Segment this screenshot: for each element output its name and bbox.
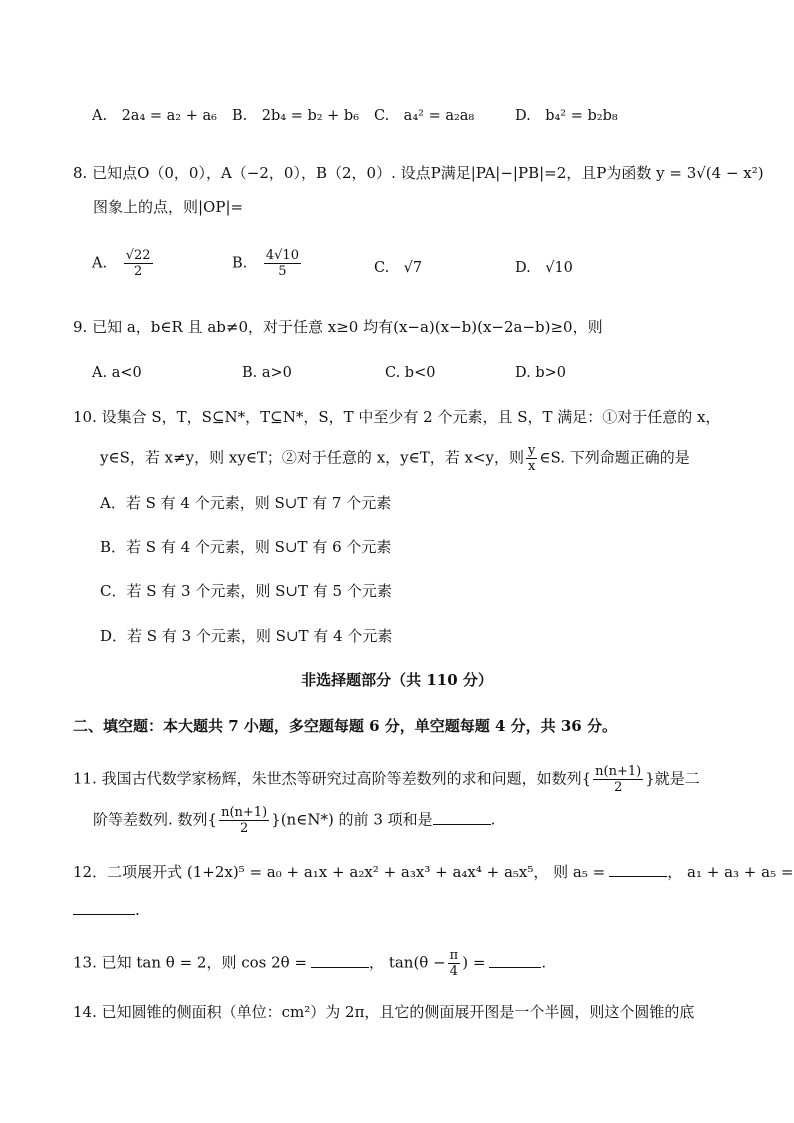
q11-line2-mid: }(n∈N*) 的前 3 项和是 <box>271 810 433 829</box>
q13-fraction-num: π <box>449 948 459 963</box>
q10-line2-post: ∈S. 下列命题正确的是 <box>539 448 690 467</box>
q11-line1-post: }就是二 <box>645 769 700 788</box>
q8-option-a-numerator: √22 <box>125 248 151 263</box>
q11-stem-line1 <box>73 764 700 795</box>
q10-line2-pre: y∈S，若 x≠y，则 xy∈T；②对于任意的 x，y∈T，若 x<y，则 <box>100 448 525 467</box>
q7-option-d-text: D. b₄² = b₂b₈ <box>515 108 618 124</box>
q9-option-b: B. a>0 <box>242 365 292 381</box>
q9-option-c: C. b<0 <box>385 365 436 381</box>
q7-option-d <box>515 106 618 126</box>
q12-answer-blank-1[interactable] <box>609 876 667 877</box>
section-title: 非选择题部分（共 110 分） <box>301 671 493 689</box>
q9-option-a: A. a<0 <box>92 365 142 381</box>
q7-option-b-text: B. 2b₄ = b₂ + b₆ <box>232 108 360 124</box>
q10-fraction-num: y <box>528 443 536 458</box>
q13-fraction <box>448 948 461 979</box>
q12-line1-tail: ， a₁ + a₃ + a₅ = <box>667 863 794 881</box>
q11-fraction-2-den: 2 <box>239 821 249 836</box>
q11-stem-line2 <box>93 805 495 836</box>
q12-stem-line2 <box>73 900 140 920</box>
q10-option-a: A．若 S 有 4 个元素，则 S∪T 有 7 个元素 <box>100 494 392 512</box>
q11-fraction-1-num: n(n+1) <box>595 764 642 779</box>
q7-option-c <box>374 106 474 126</box>
q11-answer-blank[interactable] <box>433 824 491 825</box>
q12-line1-text: 12．二项展开式 (1+2x)⁵ = a₀ + a₁x + a₂x² + a₃x³ + a₄x⁴ + a₅x⁵， 则 a₅ = <box>73 863 606 881</box>
q8-option-a-fraction <box>124 248 153 279</box>
q8-option-a-label: A. <box>92 255 108 272</box>
q10-option-d: D．若 S 有 3 个元素，则 S∪T 有 4 个元素 <box>100 627 393 645</box>
q13-end: . <box>541 953 547 972</box>
q9-stem: 9. 已知 a，b∈R 且 ab≠0，对于任意 x≥0 均有(x−a)(x−b)(x−2a−b)≥0，则 <box>73 318 603 336</box>
q9-option-d: D. b>0 <box>515 365 566 381</box>
q8-option-d: D. √10 <box>515 260 573 276</box>
q7-option-a-text: A. 2a₄ = a₂ + a₆ <box>92 108 217 124</box>
q8-option-b-fraction <box>264 248 301 279</box>
q8-option-c: C. √7 <box>374 260 423 276</box>
q7-option-a <box>92 106 217 126</box>
q8-option-b <box>232 248 303 279</box>
q13-answer-blank-1[interactable] <box>311 967 369 968</box>
q10-fraction <box>526 443 537 474</box>
q11-fraction-2-num: n(n+1) <box>221 805 268 820</box>
q8-option-a-denominator: 2 <box>133 264 143 279</box>
q10-option-b: B．若 S 有 4 个元素，则 S∪T 有 6 个元素 <box>100 538 392 556</box>
q11-line1-pre: 11. 我国古代数学家杨辉，朱世杰等研究过高阶等差数列的求和问题，如数列{ <box>73 769 592 788</box>
q13-answer-blank-2[interactable] <box>489 967 541 968</box>
q11-fraction-1-den: 2 <box>614 780 623 795</box>
q11-line2-pre: 阶等差数列. 数列{ <box>93 810 218 829</box>
q8-stem-line1: 8. 已知点O（0，0），A（−2，0），B（2，0）. 设点P满足|PA|−|PB|=2，且P为函数 y = 3√(4 − x²) <box>73 164 764 182</box>
q8-option-b-label: B. <box>232 255 248 272</box>
q13-pre: 13. 已知 tan θ = 2，则 cos 2θ = <box>73 953 308 972</box>
q11-fraction-2 <box>219 805 269 836</box>
q13-mid: ， tan(θ − <box>369 953 446 972</box>
q14-stem-line1: 14. 已知圆锥的侧面积（单位：cm²）为 2π，且它的侧面展开图是一个半圆，则这个圆锥的底 <box>73 1003 695 1021</box>
q10-option-c: C．若 S 有 3 个元素，则 S∪T 有 5 个元素 <box>100 582 392 600</box>
q13-post: ) = <box>462 953 486 972</box>
q7-option-b <box>232 106 359 126</box>
q8-option-b-denominator: 5 <box>278 264 287 279</box>
q8-option-a <box>92 248 155 279</box>
q7-option-c-text: C. a₄² = a₂a₈ <box>374 108 475 124</box>
q8-stem-line2: 图象上的点，则|OP|= <box>93 198 244 216</box>
q10-stem-line2 <box>100 443 690 474</box>
q12-line2-end: . <box>135 901 140 919</box>
q11-fraction-1 <box>593 764 643 795</box>
q8-option-b-numerator: 4√10 <box>265 248 299 263</box>
q10-fraction-den: x <box>528 459 536 474</box>
q13-stem <box>73 948 546 979</box>
q10-stem-line1: 10. 设集合 S，T，S⊆N*，T⊆N*，S，T 中至少有 2 个元素，且 S，T 满足：①对于任意的 x， <box>73 408 721 426</box>
q11-line2-end: . <box>490 810 496 829</box>
q12-answer-blank-2[interactable] <box>73 914 135 915</box>
section2-header: 二、填空题：本大题共 7 小题，多空题每题 6 分，单空题每题 4 分，共 36 分。 <box>73 717 617 735</box>
q13-fraction-den: 4 <box>449 964 459 979</box>
q12-stem-line1 <box>73 862 793 882</box>
